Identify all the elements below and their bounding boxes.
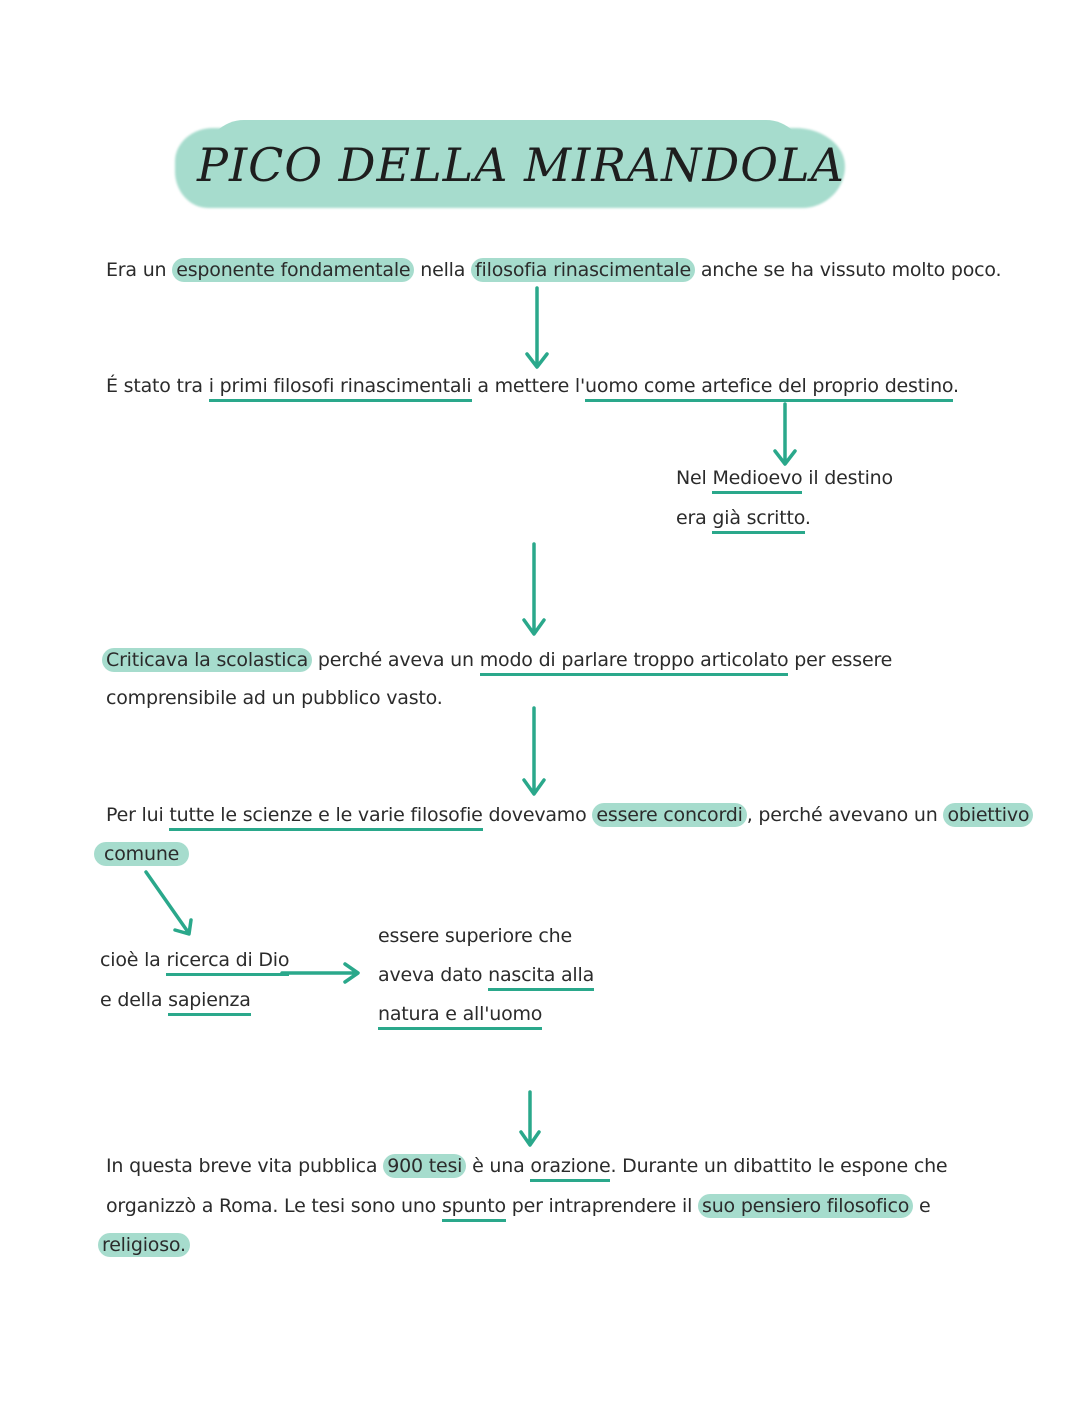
underlined: orazione <box>530 1155 610 1182</box>
text: dovevamo <box>488 804 587 826</box>
text: Era un <box>106 259 167 281</box>
underlined: spunto <box>442 1195 506 1222</box>
text: è una <box>472 1155 525 1177</box>
underlined: uomo come artefice del proprio destino <box>585 375 953 402</box>
essere-line1: essere superiore che <box>378 925 573 947</box>
text: É stato tra <box>106 375 203 397</box>
ricerca-line1 <box>100 948 289 972</box>
highlight: Criticava la scolastica <box>102 648 312 672</box>
note-medioevo-line2 <box>676 506 811 530</box>
text: organizzò a Roma. Le tesi sono uno <box>106 1195 437 1217</box>
text: anche se ha vissuto molto poco. <box>700 259 1002 281</box>
text: , perché avevano un <box>746 804 938 826</box>
arrow-diagonal <box>146 872 191 934</box>
paragraph-5-line1 <box>106 1154 947 1178</box>
paragraph-4-line2 <box>94 842 189 866</box>
highlight: suo pensiero filosofico <box>698 1194 913 1218</box>
underlined: nascita alla <box>488 964 594 991</box>
highlight: 900 tesi <box>383 1154 466 1178</box>
page-title: PICO DELLA MIRANDOLA <box>197 138 845 192</box>
text: e <box>919 1195 931 1217</box>
paragraph-3-line2: comprensibile ad un pubblico vasto. <box>106 687 443 709</box>
paragraph-2 <box>106 374 959 398</box>
text: nella <box>420 259 466 281</box>
essere-line3 <box>378 1002 542 1026</box>
text: e della <box>100 989 163 1011</box>
text: . Durante un dibattito le espone che <box>610 1155 948 1177</box>
text: cioè la <box>100 949 161 971</box>
text: il destino <box>808 467 893 489</box>
paragraph-5-line2 <box>106 1194 931 1218</box>
underlined: tutte le scienze e le varie filosofie <box>169 804 482 831</box>
note-medioevo-line1 <box>676 466 893 490</box>
arrow-down-4 <box>521 1092 539 1145</box>
essere-line2 <box>378 963 594 987</box>
underlined: già scritto <box>712 507 804 534</box>
highlight: obiettivo <box>943 803 1033 827</box>
underlined: modo di parlare troppo articolato <box>480 649 789 676</box>
highlight: essere concordi <box>592 803 746 827</box>
text: Nel <box>676 467 707 489</box>
text: aveva dato <box>378 964 483 986</box>
text: per essere <box>794 649 893 671</box>
underlined: i primi filosofi rinascimentali <box>209 375 472 402</box>
text: per intraprendere il <box>511 1195 693 1217</box>
underlined: Medioevo <box>712 467 802 494</box>
arrow-down-2 <box>524 544 544 634</box>
paragraph-5-line3 <box>98 1233 190 1257</box>
highlight: comune <box>94 842 189 866</box>
underlined: ricerca di Dio <box>166 949 289 976</box>
text: In questa breve vita pubblica <box>106 1155 378 1177</box>
text: a mettere l' <box>477 375 586 397</box>
text: era <box>676 507 707 529</box>
paragraph-4-line1 <box>106 803 1033 827</box>
paragraph-3-line1 <box>102 648 892 672</box>
text: Per lui <box>106 804 164 826</box>
arrow-right <box>282 964 358 982</box>
title-block <box>175 120 845 212</box>
ricerca-line2 <box>100 988 251 1012</box>
highlight: filosofia rinascimentale <box>471 258 695 282</box>
arrow-down-medioevo <box>775 404 795 464</box>
highlight: esponente fondamentale <box>172 258 414 282</box>
underlined: natura e all'uomo <box>378 1003 542 1030</box>
underlined: sapienza <box>168 989 251 1016</box>
highlight: religioso. <box>98 1233 190 1257</box>
arrow-down-3 <box>524 708 544 794</box>
text: . <box>804 507 811 529</box>
text: . <box>953 375 959 397</box>
paragraph-1 <box>106 258 1001 282</box>
text: perché aveva un <box>317 649 474 671</box>
arrow-down-1 <box>527 288 547 367</box>
